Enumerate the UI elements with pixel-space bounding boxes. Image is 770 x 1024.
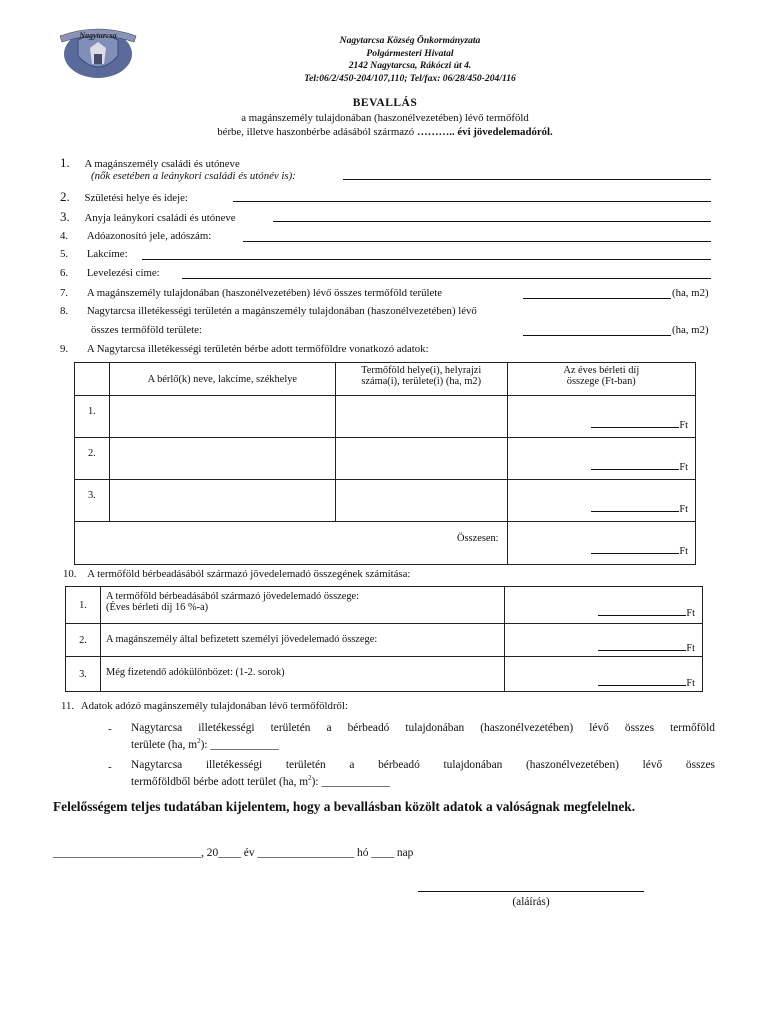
signature-label: (aláírás) [512,896,550,908]
unit-label: (ha, m2) [672,324,709,336]
item-3: 3. Anyja leánykori családi és utóneve [60,209,236,224]
amount-cell[interactable]: Ft [505,657,703,692]
unit-label: (ha, m2) [672,287,709,299]
header-line: Polgármesteri Hivatal [366,47,454,59]
item-5: 5. Lakcíme: [60,248,128,260]
item-10: 10. A termőföld bérbeadásából származó jövedelemadó összegének számítása: [63,568,411,580]
total-rent-cell[interactable]: Ft [507,522,695,565]
municipality-logo [56,26,140,80]
signature-line[interactable] [418,891,644,892]
item-11-a-cont: területe (ha, $m^2$): ____________ [131,737,279,751]
item-6: 6. Levelezési címe: [60,267,160,279]
row-label: A magánszemély által befizetett személyi jövedelemadó összege: [101,624,505,657]
row-number: 2. [66,624,101,657]
form-title: BEVALLÁS [352,97,418,109]
column-header: A bérlő(k) neve, lakcíme, székhelye [109,363,335,396]
tax-id-field[interactable] [243,231,711,242]
bullet-dash: - [108,723,112,735]
row-number: 1. [75,396,110,438]
column-header: Az éves bérleti díj összege (Ft-ban) [507,363,695,396]
table-header-row [75,363,696,396]
amount-cell[interactable]: Ft [505,587,703,624]
date-line[interactable]: __________________________, 20____ év _________________ hó ____ nap [53,847,414,859]
row-label: Még fizetendő adókülönbözet: (1-2. sorok) [101,657,505,692]
table-row [66,587,703,624]
land-cell[interactable] [335,396,507,438]
item-7: 7. A magánszemély tulajdonában (haszonélvezetében) lévő összes termőföld területe [60,287,443,299]
tenant-cell[interactable] [109,438,335,480]
item-4: 4. Adóazonosító jele, adószám: [60,230,212,242]
local-land-area-field[interactable] [523,325,671,336]
table-row [75,480,696,522]
tax-year-blank[interactable]: ……….. évi jövedelemadóról. [416,126,553,138]
header-line: 2142 Nagytarcsa, Rákóczi út 4. [348,60,472,71]
land-cell[interactable] [335,480,507,522]
birth-field[interactable] [233,191,711,202]
declaration-text: Felelősségem teljes tudatában kijelentem, hogy a bevallásban közölt adatok a valóságnak megfelelnek. [53,799,636,814]
item-1: 1. A magánszemély családi és utóneve [60,155,240,170]
lease-data-table [74,362,696,565]
land-cell[interactable] [335,438,507,480]
mother-name-field[interactable] [273,211,711,222]
name-field[interactable] [343,169,711,180]
table-row [66,624,703,657]
mailing-address-field[interactable] [182,268,711,279]
address-field[interactable] [142,249,711,260]
column-header: Termőföld helye(i), helyrajzi száma(i), területe(i) (ha, m2) [335,363,507,396]
row-number: 3. [75,480,110,522]
rent-cell[interactable]: Ft [507,396,695,438]
tenant-cell[interactable] [109,396,335,438]
item-8-cont: összes termőföld területe: [91,324,202,336]
row-label: A termőföld bérbeadásából származó jövedelemadó összege: (Éves bérleti díj 16 %-a) [101,587,505,624]
item-11-b: Nagytarcsa illetékességi területén a bérbeadó tulajdonában (haszonélvezetében) lévő összes [131,759,715,771]
item-11-b-cont: termőföldből bérbe adott terület (ha, $m^2$): ____________ [131,774,390,788]
form-subtitle: a magánszemély tulajdonában (haszonélvezetében) lévő termőföld [241,112,529,124]
amount-cell[interactable]: Ft [505,624,703,657]
office-header [250,35,570,85]
row-number: 1. [66,587,101,624]
leased-area-field[interactable]: ): ____________ [311,775,390,788]
table-row [75,396,696,438]
header-line: Nagytarcsa Község Önkormányzata [339,35,481,46]
item-11-a: Nagytarcsa illetékességi területén a bérbeadó tulajdonában (haszonélvezetében) lévő összes termőföld [131,722,715,734]
item-8: 8. Nagytarcsa illetékességi területén a magánszemély tulajdonában (haszonélvezetében) lévő [60,305,477,317]
table-row [75,438,696,480]
item-2: 2. Születési helye és ideje: [60,189,188,204]
rent-cell[interactable]: Ft [507,480,695,522]
table-total-row [75,522,696,565]
total-label: Összesen: [75,522,508,565]
item-11: 11. Adatok adózó magánszemély tulajdonában lévő termőföldről: [61,700,348,712]
tax-calculation-table [65,586,703,692]
rent-cell[interactable]: Ft [507,438,695,480]
bullet-dash: - [108,761,112,773]
item-1-note: (nők esetében a leánykori családi és utónév is): [91,170,296,182]
tenant-cell[interactable] [109,480,335,522]
form-subtitle: bérbe, illetve haszonbérbe adásából származó ……….. évi jövedelemadóról. [217,126,553,138]
table-row [66,657,703,692]
owned-area-field[interactable]: ): ____________ [200,738,279,751]
row-number: 2. [75,438,110,480]
header-line: Tel:06/2/450-204/107,110; Tel/fax: 06/28/450-204/116 [304,72,516,84]
svg-text:Nagytarcsa: Nagytarcsa [79,31,117,40]
total-land-area-field[interactable] [523,288,671,299]
row-number: 3. [66,657,101,692]
item-9: 9. A Nagytarcsa illetékességi területén bérbe adott termőföldre vonatkozó adatok: [60,343,429,355]
